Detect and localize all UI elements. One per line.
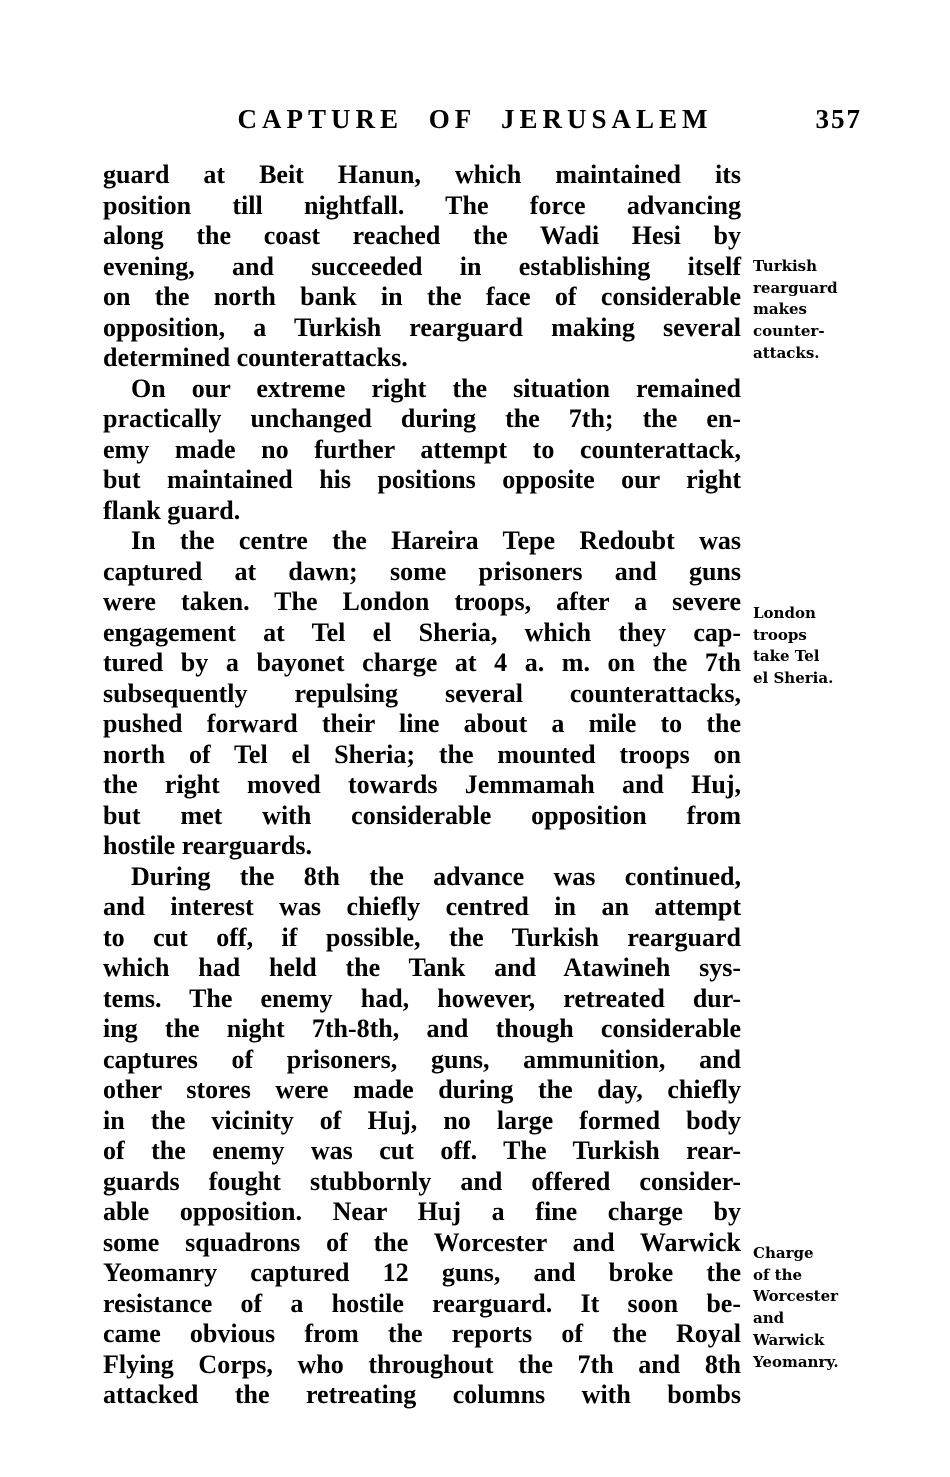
margin-note-line: London	[753, 604, 816, 622]
body-text-column	[103, 160, 741, 1411]
text-line: tems. The enemy had, however, retreated dur-	[103, 983, 741, 1013]
margin-note-line: troops	[753, 625, 807, 644]
paragraph	[103, 526, 741, 862]
margin-note-line: el Sheria.	[753, 669, 834, 688]
margin-note-turkish-rearguard	[753, 256, 893, 365]
text-line: Yeomanry captured 12 guns, and broke the	[103, 1258, 741, 1287]
text-line: came obvious from the reports of the Royal	[103, 1319, 741, 1348]
margin-note-line: Turkish	[753, 257, 818, 275]
text-line: along the coast reached the Wadi Hesi by	[103, 221, 741, 250]
paragraph	[103, 374, 741, 527]
text-line: resistance of a hostile rearguard. It soon be-	[103, 1288, 741, 1318]
text-line: Flying Corps, who throughout the 7th and 8th	[103, 1349, 741, 1379]
text-line: evening, and succeeded in establishing itself	[103, 251, 741, 281]
text-line: guard at Beit Hanun, which maintained its	[103, 160, 741, 189]
text-line: On our extreme right the situation remained	[131, 373, 741, 403]
text-line: captures of prisoners, guns, ammunition, and	[103, 1044, 741, 1074]
margin-note-line: and	[753, 1309, 785, 1328]
running-head	[0, 104, 950, 138]
text-line: of the enemy was cut off. The Turkish rear-	[103, 1136, 741, 1165]
margin-note-london-troops	[753, 603, 893, 690]
text-line: which had held the Tank and Atawineh sys-	[103, 953, 741, 982]
margin-note-line: attacks.	[753, 343, 820, 362]
text-line: north of Tel el Sheria; the mounted troops on	[103, 739, 741, 769]
text-line: the right moved towards Jemmamah and Huj,	[103, 770, 741, 799]
text-line: tured by a bayonet charge at 4 a. m. on the 7th	[103, 648, 741, 677]
text-line: some squadrons of the Worcester and Warwick	[103, 1227, 741, 1257]
text-line: emy made no further attempt to counterattack,	[103, 434, 741, 464]
margin-note-line: take Tel	[753, 647, 820, 666]
text-line: pushed forward their line about a mile to the	[103, 709, 741, 738]
text-line: in the vicinity of Huj, no large formed body	[103, 1105, 741, 1135]
paragraph	[103, 160, 741, 374]
text-line: position till nightfall. The force advancing	[103, 190, 741, 220]
margin-note-line: Worcester	[753, 1287, 839, 1306]
text-line: opposition, a Turkish rearguard making several	[103, 312, 741, 342]
text-line: subsequently repulsing several counterattacks,	[103, 678, 741, 708]
text-line: but met with considerable opposition from	[103, 800, 741, 830]
margin-note-line: counter-	[753, 322, 825, 341]
page-number: 357	[815, 104, 862, 134]
text-line: hostile rearguards.	[103, 831, 312, 860]
text-line: on the north bank in the face of considerable	[103, 282, 741, 311]
text-line: captured at dawn; some prisoners and guns	[103, 556, 741, 586]
running-title: CAPTURE OF JERUSALEM	[237, 104, 713, 134]
margin-note-line: rearguard	[753, 278, 838, 297]
text-line: flank guard.	[103, 495, 241, 525]
margin-note-yeomanry-charge	[753, 1243, 893, 1373]
text-line: In the centre the Hareira Tepe Redoubt was	[131, 526, 741, 555]
text-line: were taken. The London troops, after a severe	[103, 587, 741, 616]
margin-note-line: Yeomanry.	[753, 1352, 839, 1371]
margin-note-line: Charge	[753, 1244, 814, 1262]
margin-note-line: of the	[753, 1265, 803, 1284]
text-line: other stores were made during the day, chiefly	[103, 1075, 741, 1104]
text-line: ing the night 7th-8th, and though considerable	[103, 1014, 741, 1043]
text-line: practically unchanged during the 7th; the en-	[103, 404, 741, 433]
text-line: attacked the retreating columns with bombs	[103, 1380, 741, 1409]
text-line: guards fought stubbornly and offered consider-	[103, 1166, 741, 1196]
text-line: engagement at Tel el Sheria, which they cap-	[103, 617, 741, 647]
text-line: and interest was chiefly centred in an attempt	[103, 892, 741, 921]
text-line: but maintained his positions opposite our right	[103, 465, 741, 494]
text-line: able opposition. Near Huj a fine charge by	[103, 1197, 741, 1226]
margin-note-line: makes	[753, 300, 807, 319]
paragraph	[103, 862, 741, 1411]
margin-note-line: Warwick	[753, 1330, 825, 1349]
text-line: to cut off, if possible, the Turkish rearguard	[103, 922, 741, 952]
text-line: During the 8th the advance was continued,	[131, 861, 741, 891]
text-line: determined counterattacks.	[103, 343, 408, 372]
